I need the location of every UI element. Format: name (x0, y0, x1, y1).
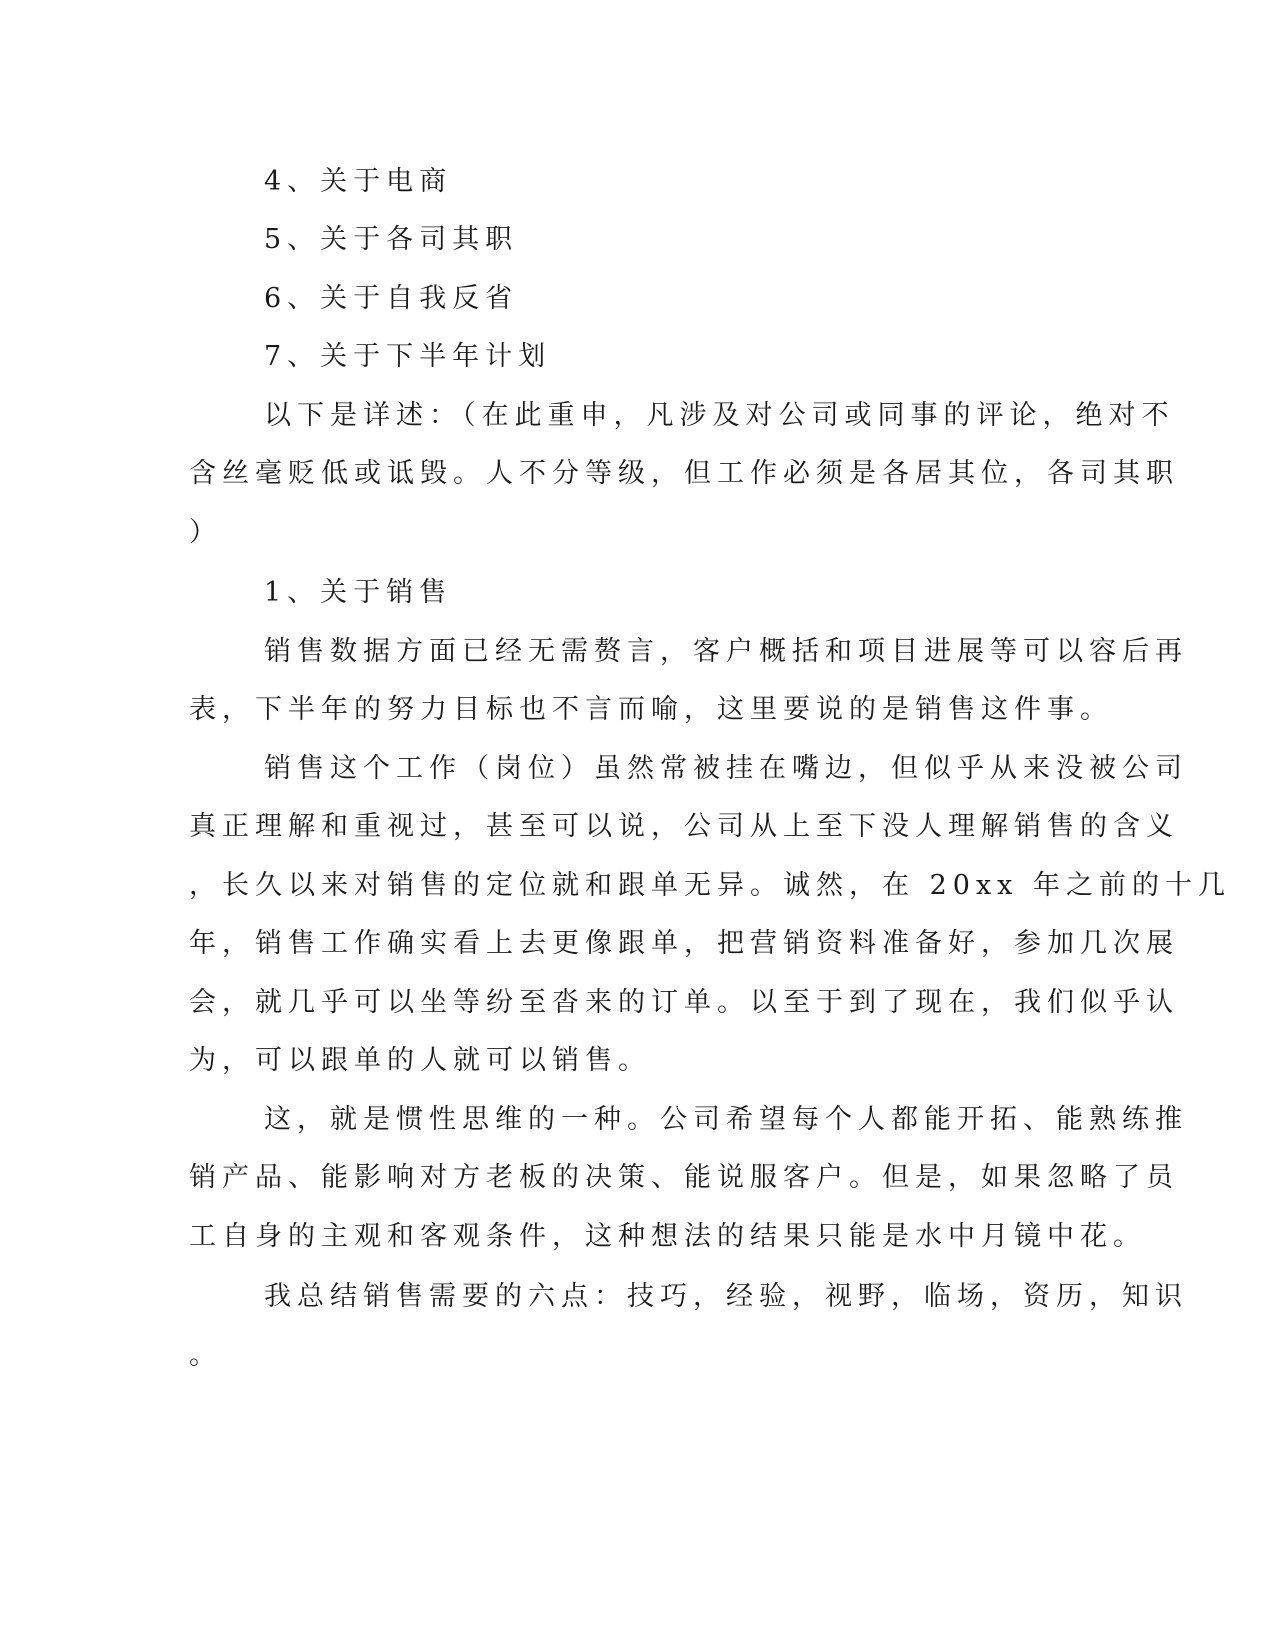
paragraph-2-line-1: 销售这个工作（岗位）虽然常被挂在嘴边，但似乎从来没被公司 (264, 753, 1188, 784)
paragraph-2-line-5: 会，就几乎可以坐等纷至沓来的订单。以至于到了现在，我们似乎认 (189, 987, 1179, 1018)
paragraph-2-line-4: 年，销售工作确实看上去更像跟单，把营销资料准备好，参加几次展 (189, 928, 1179, 959)
paragraph-4-line-1: 我总结销售需要的六点：技巧，经验，视野，临场，资历，知识 (264, 1281, 1188, 1312)
paragraph-3-line-3: 工自身的主观和客观条件，这种想法的结果只能是水中月镜中花。 (189, 1221, 1146, 1252)
paragraph-3-line-1: 这，就是惯性思维的一种。公司希望每个人都能开拓、能熟练推 (264, 1104, 1188, 1135)
paragraph-3-line-2: 销产品、能影响对方老板的决策、能说服客户。但是，如果忽略了员 (189, 1162, 1179, 1193)
list-item-5: 5、关于各司其职 (264, 224, 519, 255)
intro-line-2: 含丝毫贬低或诋毁。人不分等级，但工作必须是各居其位，各司其职 (189, 458, 1179, 489)
list-item-7: 7、关于下半年计划 (264, 341, 552, 372)
paragraph-1-line-2: 表，下半年的努力目标也不言而喻，这里要说的是销售这件事。 (189, 694, 1113, 725)
paragraph-2-line-2: 真正理解和重视过，甚至可以说，公司从上至下没人理解销售的含义 (189, 811, 1179, 842)
paragraph-4-line-2: 。 (189, 1340, 222, 1371)
intro-line-3: ） (189, 517, 222, 548)
list-item-4: 4、关于电商 (264, 166, 453, 197)
paragraph-2-line-3: ，长久以来对销售的定位就和跟单无异。诚然，在 20xx 年之前的十几 (189, 870, 1231, 901)
paragraph-1-line-1: 销售数据方面已经无需赘言，客户概括和项目进展等可以容后再 (264, 636, 1188, 667)
intro-line-1: 以下是详述：（在此重申，凡涉及对公司或同事的评论，绝对不 (264, 400, 1175, 431)
list-item-6: 6、关于自我反省 (264, 283, 519, 314)
paragraph-2-line-6: 为，可以跟单的人就可以销售。 (189, 1045, 651, 1076)
section-heading: 1、关于销售 (264, 577, 453, 608)
